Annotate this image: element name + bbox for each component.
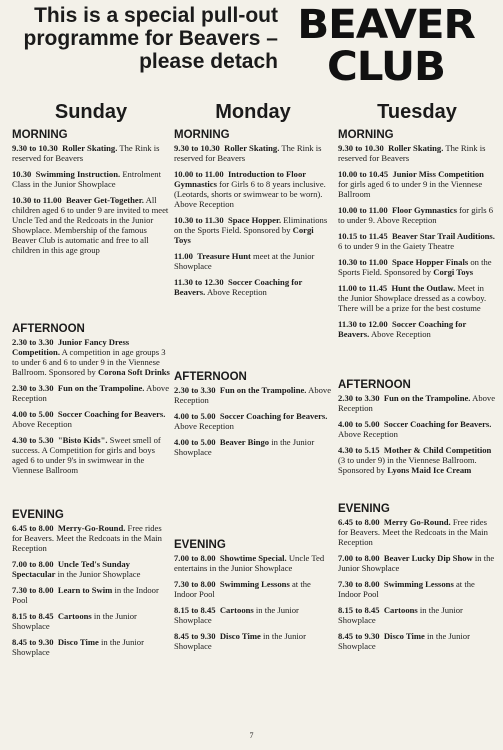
event-item: [12, 143, 170, 163]
event-description: The Rink is reserved for Beavers: [338, 143, 486, 163]
event-item: [338, 205, 496, 225]
event-description: on the Sports Field. Sponsored by: [338, 257, 492, 277]
page-number: 7: [249, 731, 254, 740]
day-column-sunday: [12, 100, 170, 657]
event-item: [12, 195, 170, 255]
event-title: Beaver Get-Together.: [65, 195, 144, 205]
event-description: The Rink is reserved for Beavers: [174, 143, 322, 163]
event-title: Soccer Coaching for Beavers.: [219, 411, 328, 421]
event-item: [174, 385, 332, 405]
event-title: Beaver Bingo: [219, 437, 270, 447]
event-title: Uncle Ted's Sunday Spectacular: [12, 559, 130, 579]
event-item: [174, 631, 332, 651]
event-title: Soccer Coaching for Beavers.: [338, 319, 467, 339]
morning-heading: MORNING: [338, 129, 394, 141]
event-title: Floor Gymnastics: [391, 205, 457, 215]
event-time: 8.15 to 8.45: [174, 605, 216, 615]
event-title: Fun on the Trampoline.: [219, 385, 307, 395]
event-description: Above Reception: [206, 287, 267, 297]
event-description: in the Junior Showplace: [174, 605, 299, 625]
afternoon-section: [338, 378, 496, 481]
event-description: Above Reception: [12, 383, 170, 403]
evening-heading: EVENING: [174, 539, 226, 551]
event-title: Beaver Lucky Dip Show: [383, 553, 473, 563]
event-item: [174, 143, 332, 163]
event-title: Fun on the Trampoline.: [57, 383, 145, 393]
event-item: [12, 611, 170, 631]
event-title: Roller Skating.: [388, 143, 444, 153]
event-time: 4.30 to 5.30: [12, 435, 54, 445]
event-time: 2.30 to 3.30: [174, 385, 216, 395]
event-title: Soccer Coaching for Beavers.: [383, 419, 492, 429]
event-description: in the Junior Showplace: [57, 569, 141, 579]
event-description: in the Junior Showplace: [174, 631, 306, 651]
event-time: 8.45 to 9.30: [338, 631, 380, 641]
event-title: Swimming Lessons: [219, 579, 290, 589]
event-item: [12, 585, 170, 605]
event-description: Above Reception: [174, 421, 234, 431]
event-description: in the Junior Showplace: [174, 437, 315, 457]
event-item: [174, 553, 332, 573]
event-time: 9.30 to 10.30: [338, 143, 384, 153]
event-description: Eliminations on the Sports Field. Sponsored by: [174, 215, 328, 235]
event-sponsor: Corona Soft Drinks: [97, 367, 170, 377]
event-time: 8.45 to 9.30: [12, 637, 54, 647]
event-item: [338, 517, 496, 547]
logo-line-1: BEAVER: [297, 2, 475, 48]
event-time: 7.30 to 8.00: [174, 579, 216, 589]
event-title: Introduction to Floor Gymnastics: [174, 169, 306, 189]
event-item: [12, 383, 170, 403]
event-time: 4.00 to 5.00: [338, 419, 380, 429]
event-title: Mother & Child Competition: [383, 445, 492, 455]
event-time: 4.00 to 5.00: [174, 411, 216, 421]
event-description: in the Junior Showplace: [12, 611, 137, 631]
day-title: Tuesday: [377, 101, 457, 123]
event-description: in the Junior Showplace: [338, 553, 495, 573]
event-item: [338, 605, 496, 625]
event-description: All children aged 6 to under 9 are invited to meet Uncle Ted and the Redcoats in the Junior Showplace. Membership of the famous Beaver Club is automatic and free to all children in this age group: [12, 195, 169, 255]
event-time: 8.15 to 8.45: [338, 605, 380, 615]
event-time: 10.00 to 10.45: [338, 169, 389, 179]
evening-section: [12, 508, 170, 663]
event-description: Free rides for Beavers. Meet the Redcoats in the Main Reception: [338, 517, 488, 547]
event-time: 2.30 to 3.30: [12, 337, 54, 347]
event-item: [338, 393, 496, 413]
event-title: Fun on the Trampoline.: [383, 393, 471, 403]
event-title: Merry-Go-Round.: [57, 523, 126, 533]
event-description: 6 to under 9 in the Gaiety Theatre: [338, 241, 455, 251]
event-item: [12, 637, 170, 657]
event-item: [12, 409, 170, 429]
afternoon-heading: AFTERNOON: [338, 379, 411, 391]
notice-line-2: programme for Beavers –: [23, 27, 278, 50]
day-title: Sunday: [54, 101, 128, 123]
event-title: Beaver Star Trail Auditions.: [391, 231, 495, 241]
event-description: at the Indoor Pool: [174, 579, 311, 599]
event-description: for Girls 6 to 8 years inclusive. (Leotards, shorts or swimwear to be worn). Above Reception: [174, 179, 326, 209]
event-title: Merry Go-Round.: [383, 517, 451, 527]
event-time: 7.00 to 8.00: [12, 559, 54, 569]
afternoon-section: [174, 370, 332, 463]
day-column-tuesday: [338, 100, 496, 651]
event-description: Above Reception: [338, 393, 496, 413]
event-item: [338, 579, 496, 599]
event-title: Disco Time: [57, 637, 99, 647]
event-time: 10.30 to 11.00: [338, 257, 388, 267]
event-item: [338, 553, 496, 573]
event-item: [12, 435, 170, 475]
event-time: 8.45 to 9.30: [174, 631, 216, 641]
event-sponsor: Lyons Maid Ice Cream: [387, 465, 472, 475]
event-title: Soccer Coaching for Beavers.: [57, 409, 166, 419]
event-item: [338, 631, 496, 651]
evening-section: [174, 538, 332, 657]
event-time: 7.00 to 8.00: [174, 553, 216, 563]
event-item: [174, 277, 332, 297]
event-description: in the Junior Showplace: [338, 631, 470, 651]
event-description: for girls aged 6 to under 9 in the Viennese Ballroom: [338, 179, 483, 199]
event-item: [174, 215, 332, 245]
evening-heading: EVENING: [12, 509, 64, 521]
event-description: for girls 6 to under 9. Above Reception: [338, 205, 494, 225]
pull-out-notice: [18, 4, 278, 73]
event-description: at the Indoor Pool: [338, 579, 475, 599]
event-time: 11.00 to 11.45: [338, 283, 388, 293]
event-time: 10.00 to 11.00: [338, 205, 388, 215]
event-title: Disco Time: [383, 631, 425, 641]
event-description: Above Reception: [12, 419, 72, 429]
event-description: Free rides for Beavers. Meet the Redcoats in the Main Reception: [12, 523, 162, 553]
day-title: Monday: [215, 101, 291, 123]
day-column-monday: [174, 100, 332, 651]
event-description: in the Junior Showplace: [338, 605, 463, 625]
event-title: Hunt the Outlaw.: [391, 283, 456, 293]
event-time: 10.30: [12, 169, 32, 179]
evening-heading: EVENING: [338, 503, 390, 515]
event-time: 11.00: [174, 251, 193, 261]
event-description: (3 to under 9) in the Viennese Ballroom. Sponsored by: [338, 455, 477, 475]
event-item: [338, 445, 496, 475]
event-time: 4.00 to 5.00: [12, 409, 54, 419]
event-title: Cartoons: [383, 605, 418, 615]
event-description: in the Junior Showplace: [12, 637, 144, 657]
morning-heading: MORNING: [12, 129, 68, 141]
event-time: 10.30 to 11.00: [12, 195, 62, 205]
event-item: [12, 523, 170, 553]
event-item: [12, 559, 170, 579]
event-time: 6.45 to 8.00: [338, 517, 380, 527]
event-time: 2.30 to 3.30: [12, 383, 54, 393]
event-description: Sweet smell of success. A Competition for girls and boys aged 6 to under 9's in swimwear in the Viennese Ballroom: [12, 435, 161, 475]
event-description: The Rink is reserved for Beavers: [12, 143, 160, 163]
event-description: meet at the Junior Showplace: [174, 251, 315, 271]
notice-line-3: please detach: [139, 50, 278, 73]
event-time: 11.30 to 12.30: [174, 277, 224, 287]
notice-line-1: This is a special pull-out: [34, 4, 278, 27]
event-description: Above Reception: [174, 385, 332, 405]
event-time: 7.30 to 8.00: [12, 585, 54, 595]
event-title: Soccer Coaching for Beavers.: [174, 277, 303, 297]
afternoon-heading: AFTERNOON: [12, 323, 85, 335]
event-title: Cartoons: [219, 605, 254, 615]
event-title: Space Hopper Finals: [391, 257, 469, 267]
event-item: [12, 337, 170, 377]
afternoon-section: [12, 322, 170, 481]
event-time: 10.30 to 11.30: [174, 215, 224, 225]
event-time: 9.30 to 10.30: [12, 143, 58, 153]
event-description: Meet in the Junior Showplace dressed as a cowboy. There will be a prize for the best costume: [338, 283, 487, 313]
event-title: Roller Skating.: [62, 143, 118, 153]
event-description: A competition in age groups 3 to under 6 and 6 to under 9 in the Viennese Ballroom. Sponsored by: [12, 347, 166, 377]
event-item: [174, 251, 332, 271]
event-description: Above Reception: [338, 429, 398, 439]
event-title: Swimming Lessons: [383, 579, 454, 589]
event-item: [338, 319, 496, 339]
afternoon-heading: AFTERNOON: [174, 371, 247, 383]
event-description: in the Indoor Pool: [12, 585, 159, 605]
event-time: 7.00 to 8.00: [338, 553, 380, 563]
evening-section: [338, 502, 496, 657]
event-title: Disco Time: [219, 631, 261, 641]
event-title: Swimming Instruction.: [35, 169, 121, 179]
event-description: Entrolment Class in the Junior Showplace: [12, 169, 161, 189]
event-time: 7.30 to 8.00: [338, 579, 380, 589]
event-title: Junior Fancy Dress Competition.: [12, 337, 130, 357]
event-sponsor: Corgi Toys: [174, 225, 314, 245]
event-time: 10.00 to 11.00: [174, 169, 224, 179]
event-time: 2.30 to 3.30: [338, 393, 380, 403]
event-time: 10.15 to 11.45: [338, 231, 388, 241]
event-title: Roller Skating.: [224, 143, 280, 153]
event-item: [338, 231, 496, 251]
event-item: [338, 169, 496, 199]
event-item: [338, 143, 496, 163]
event-item: [12, 169, 170, 189]
event-item: [174, 579, 332, 599]
event-time: 8.15 to 8.45: [12, 611, 54, 621]
event-title: Cartoons: [57, 611, 92, 621]
event-item: [174, 169, 332, 209]
event-time: 4.30 to 5.15: [338, 445, 380, 455]
event-title: Learn to Swim: [57, 585, 113, 595]
event-item: [174, 437, 332, 457]
event-time: 6.45 to 8.00: [12, 523, 54, 533]
morning-section: [174, 128, 332, 303]
event-item: [338, 257, 496, 277]
event-time: 11.30 to 12.00: [338, 319, 388, 329]
event-title: Showtime Special.: [219, 553, 287, 563]
event-time: 4.00 to 5.00: [174, 437, 216, 447]
morning-section: [338, 128, 496, 345]
event-title: Space Hopper.: [227, 215, 282, 225]
logo-line-2: CLUB: [326, 44, 445, 90]
event-time: 9.30 to 10.30: [174, 143, 220, 153]
event-description: Uncle Ted entertains in the Junior Showplace: [174, 553, 325, 573]
morning-heading: MORNING: [174, 129, 230, 141]
event-item: [338, 419, 496, 439]
beaver-club-logo: [283, 4, 489, 88]
event-description: Above Reception: [370, 329, 431, 339]
event-item: [338, 283, 496, 313]
event-title: Junior Miss Competition: [392, 169, 484, 179]
event-title: "Bisto Kids".: [57, 435, 108, 445]
morning-section: [12, 128, 170, 261]
event-item: [174, 411, 332, 431]
event-item: [174, 605, 332, 625]
event-sponsor: Corgi Toys: [433, 267, 474, 277]
event-title: Treasure Hunt: [197, 251, 251, 261]
